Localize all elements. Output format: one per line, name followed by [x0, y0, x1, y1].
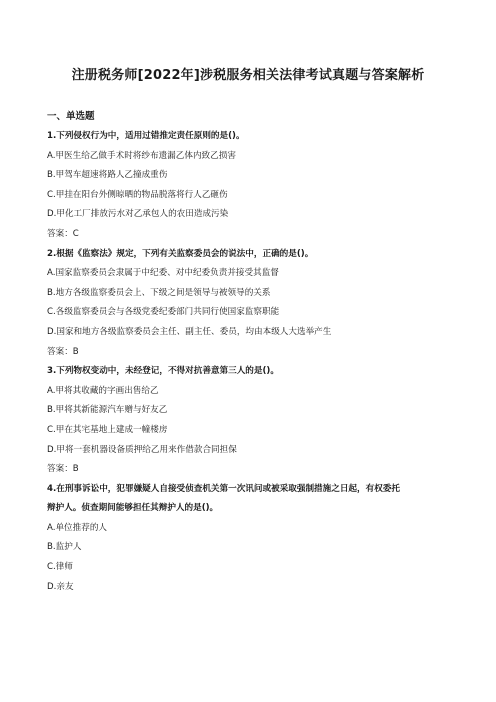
option-text: A.甲医生给乙做手术时将纱布遗漏乙体内致乙损害: [47, 150, 236, 161]
option-text: C.各级监察委员会与各级党委纪委部门共同行使国家监察职能: [47, 307, 280, 318]
answer-text: 答案：B: [47, 464, 79, 475]
option-text: A.单位推荐的人: [47, 522, 108, 533]
document-title: 注册税务师[2022年]涉税服务相关法律考试真题与答案解析: [71, 68, 425, 83]
question-text: 4.在刑事诉讼中，犯罪嫌疑人自接受侦查机关第一次讯问或被采取强制措施之日起，有权委托: [47, 483, 400, 494]
option-text: C.律师: [47, 562, 73, 573]
option-text: B.监护人: [47, 542, 82, 553]
option-text: B.甲驾车超速将路人乙撞成重伤: [47, 170, 168, 181]
option-text: D.甲将一套机器设备质押给乙用来作借款合同担保: [47, 444, 237, 455]
option-text: A.国家监察委员会隶属于中纪委、对中纪委负责并接受其监督: [47, 268, 279, 279]
option-text: B.甲将其新能源汽车赠与好友乙: [47, 405, 168, 416]
section-heading: 一、单选题: [47, 111, 95, 122]
answer-text: 答案：C: [47, 228, 79, 239]
question-text: 1.下列侵权行为中，适用过错推定责任原则的是()。: [47, 131, 245, 141]
option-text: C.甲挂在阳台外侧晾晒的物品脱落将行人乙砸伤: [47, 189, 228, 200]
option-text: D.国家和地方各级监察委员会主任、副主任、委员，均由本级人大选举产生: [47, 326, 332, 337]
answer-text: 答案：B: [47, 346, 79, 357]
option-text: B.地方各级监察委员会上、下级之间是领导与被领导的关系: [47, 287, 271, 298]
question-text: 3.下列物权变动中，未经登记，不得对抗善意第三人的是()。: [47, 366, 279, 377]
option-text: C.甲在其宅基地上建成一幢楼房: [47, 424, 168, 435]
question-text: 辩护人。侦查期间能够担任其辩护人的是()。: [47, 503, 219, 514]
option-text: D.亲友: [47, 581, 74, 592]
option-text: A.甲将其收藏的字画出售给乙: [47, 385, 159, 396]
question-text: 2.根据《监察法》规定，下列有关监察委员会的说法中，正确的是()。: [47, 248, 314, 259]
option-text: D.甲化工厂排放污水对乙承包人的农田造成污染: [47, 209, 229, 220]
question-list: [47, 127, 467, 597]
